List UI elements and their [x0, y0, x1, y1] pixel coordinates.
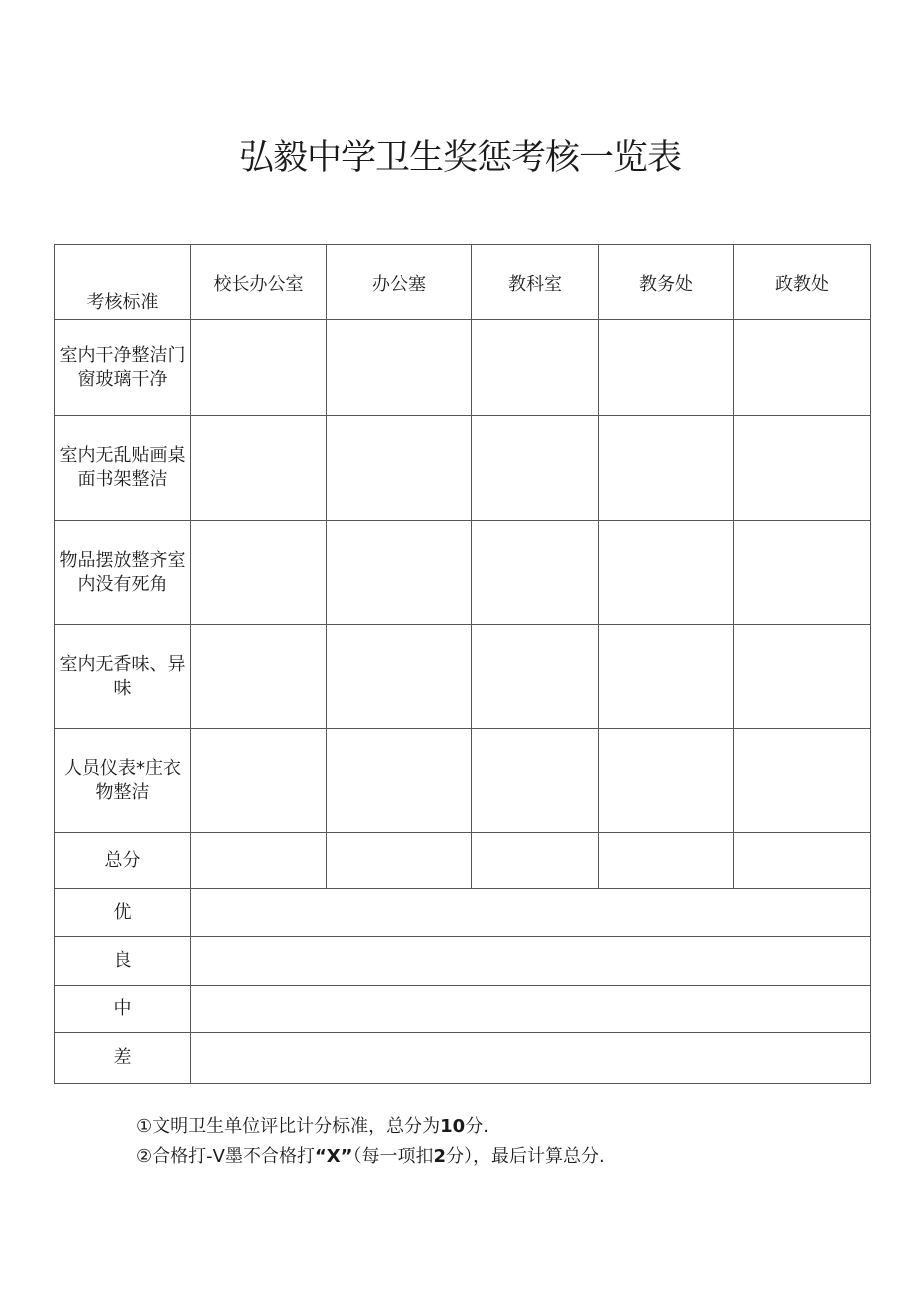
score-cell[interactable] — [734, 729, 871, 833]
criterion-line: 窗玻璃干净 — [77, 368, 168, 390]
total-cell[interactable] — [734, 833, 871, 889]
score-cell[interactable] — [472, 729, 599, 833]
total-cell[interactable] — [327, 833, 472, 889]
grade-cell[interactable] — [191, 937, 871, 986]
score-cell[interactable] — [191, 521, 327, 625]
score-cell[interactable] — [599, 625, 734, 729]
score-cell[interactable] — [599, 416, 734, 521]
header-dept-office: 办公塞 — [327, 245, 472, 320]
criterion-line: 人员仪表*庄衣 — [64, 757, 181, 779]
criterion-line: 室内干净整洁门 — [59, 344, 186, 366]
grade-label: 优 — [55, 889, 191, 937]
score-cell[interactable] — [599, 320, 734, 416]
grade-row-excellent — [55, 889, 871, 937]
grade-row-poor — [55, 1033, 871, 1084]
footnote-2 — [136, 1142, 605, 1172]
score-cell[interactable] — [472, 320, 599, 416]
criterion-line: 内没有死角 — [77, 573, 168, 595]
criterion-line: 物整洁 — [95, 781, 150, 803]
footnote-1 — [136, 1112, 605, 1142]
header-criteria: 考核标准 — [55, 245, 191, 320]
criterion-label — [55, 320, 191, 416]
total-label: 总分 — [55, 833, 191, 889]
score-cell[interactable] — [327, 320, 472, 416]
score-cell[interactable] — [327, 729, 472, 833]
score-cell[interactable] — [734, 416, 871, 521]
grade-row-average — [55, 986, 871, 1033]
score-cell[interactable] — [599, 729, 734, 833]
score-cell[interactable] — [599, 521, 734, 625]
header-dept-research: 教科室 — [472, 245, 599, 320]
total-cell[interactable] — [472, 833, 599, 889]
footnote-number: 10 — [440, 1116, 466, 1137]
footnote-mark: “X” — [314, 1146, 353, 1167]
criteria-row — [55, 320, 871, 416]
criterion-line: 室内无乱贴画桌 — [59, 445, 186, 466]
grade-label: 良 — [55, 937, 191, 986]
criteria-row — [55, 416, 871, 521]
grade-label: 中 — [55, 986, 191, 1033]
criterion-line: 物品摆放整齐室 — [59, 549, 186, 571]
score-cell[interactable] — [191, 320, 327, 416]
criterion-line: 面书架整洁 — [77, 469, 168, 490]
total-row — [55, 833, 871, 889]
score-cell[interactable] — [734, 521, 871, 625]
grade-cell[interactable] — [191, 1033, 871, 1084]
footnote-text: 分），最后计算总分. — [446, 1146, 605, 1167]
score-cell[interactable] — [472, 521, 599, 625]
grade-cell[interactable] — [191, 986, 871, 1033]
grade-cell[interactable] — [191, 889, 871, 937]
footnote-number: 2 — [433, 1146, 447, 1167]
page-title: 弘毅中学卫生奖惩考核一览表 — [238, 138, 681, 178]
score-cell[interactable] — [472, 416, 599, 521]
criterion-label — [55, 625, 191, 729]
criteria-row — [55, 729, 871, 833]
header-dept-political: 政教处 — [734, 245, 871, 320]
footnote-text: （每一项扣 — [352, 1146, 434, 1167]
criterion-line: 室内无香味、异 — [59, 653, 186, 675]
footnote-text: ②合格打-V墨不合格打 — [136, 1146, 315, 1167]
score-cell[interactable] — [734, 320, 871, 416]
grade-label: 差 — [55, 1033, 191, 1084]
score-cell[interactable] — [191, 729, 327, 833]
score-cell[interactable] — [327, 416, 472, 521]
header-dept-principal-office: 校长办公室 — [191, 245, 327, 320]
score-cell[interactable] — [734, 625, 871, 729]
footnote-text: 分. — [465, 1116, 489, 1137]
total-cell[interactable] — [191, 833, 327, 889]
assessment-table — [54, 244, 871, 1084]
header-dept-academic: 教务处 — [599, 245, 734, 320]
criteria-row — [55, 625, 871, 729]
footnotes — [136, 1112, 605, 1172]
criterion-label — [55, 729, 191, 833]
criterion-label — [55, 416, 191, 521]
grade-row-good — [55, 937, 871, 986]
footnote-text: ①文明卫生单位评比计分标准，总分为 — [136, 1116, 441, 1137]
criteria-row — [55, 521, 871, 625]
criterion-line: 味 — [113, 677, 132, 699]
score-cell[interactable] — [191, 416, 327, 521]
score-cell[interactable] — [327, 521, 472, 625]
score-cell[interactable] — [327, 625, 472, 729]
total-cell[interactable] — [599, 833, 734, 889]
criterion-label — [55, 521, 191, 625]
score-cell[interactable] — [191, 625, 327, 729]
header-row — [55, 245, 871, 320]
score-cell[interactable] — [472, 625, 599, 729]
